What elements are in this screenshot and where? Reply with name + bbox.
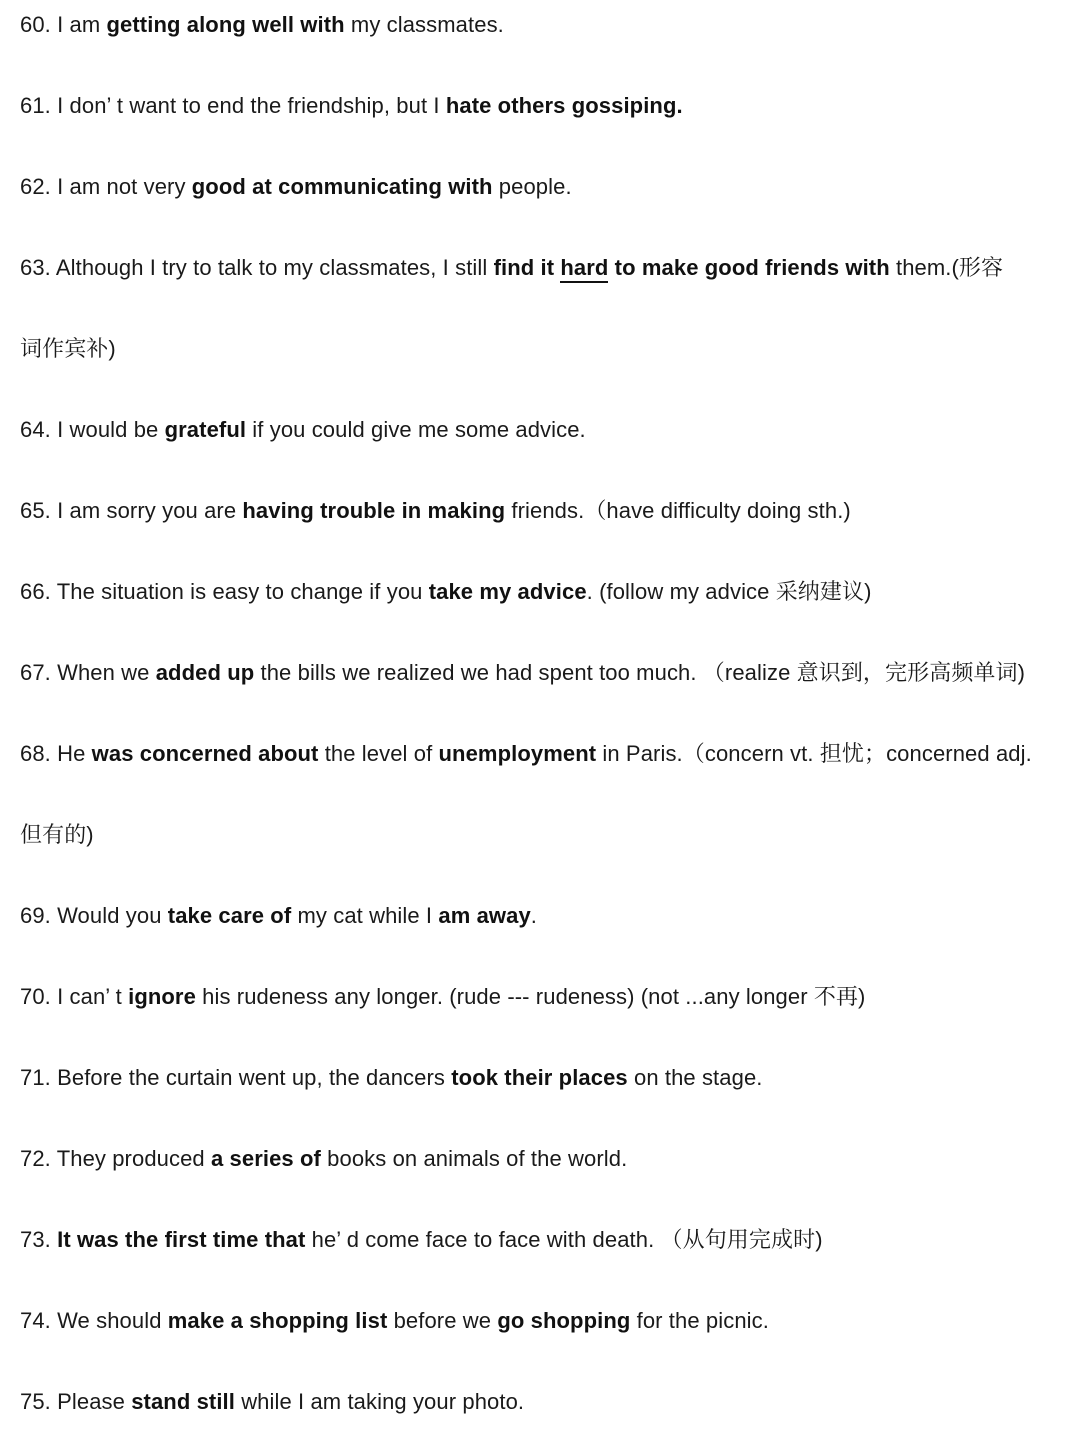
sentence-74 [20, 1306, 1072, 1336]
sentence-70 [20, 982, 1072, 1012]
text-segment: 64. I would be [20, 417, 165, 442]
text-segment: on the stage. [627, 1065, 763, 1090]
sentence-63 [20, 253, 1072, 283]
text-segment: 但有的) [20, 822, 94, 847]
bold-phrase: took their places [451, 1065, 628, 1090]
sentence-67 [20, 658, 1072, 688]
sentence-72 [20, 1144, 1072, 1174]
text-segment: 60. I am [20, 12, 107, 37]
bold-phrase: take my advice [428, 579, 587, 604]
bold-phrase: find it [493, 255, 561, 280]
bold-phrase: having trouble in making [242, 498, 506, 523]
bold-phrase: take care of [167, 903, 292, 928]
bold-phrase: getting along well with [106, 12, 345, 37]
text-segment: 66. The situation is easy to change if you [20, 579, 429, 604]
text-segment: 73. [20, 1227, 58, 1252]
text-segment: the bills we realized we had spent too much. （realize 意识到，完形高频单词) [254, 660, 1026, 685]
bold-phrase: hate others gossiping. [445, 93, 683, 118]
bold-phrase: am away [438, 903, 531, 928]
text-segment: 70. I can’ t [20, 984, 129, 1009]
bold-phrase: unemployment [438, 741, 597, 766]
text-segment: my classmates. [344, 12, 504, 37]
text-segment: people. [492, 174, 572, 199]
sentence-73 [20, 1225, 1072, 1255]
text-segment: his rudeness any longer. (rude --- rudeness) (not ...any longer 不再) [195, 984, 866, 1009]
bold-phrase: make a shopping list [167, 1308, 388, 1333]
text-segment: 69. Would you [20, 903, 168, 928]
bold-phrase: to make good friends with [608, 255, 890, 280]
sentence-60 [20, 10, 1072, 40]
text-segment: 75. Please [20, 1389, 132, 1414]
text-segment: 71. Before the curtain went up, the dancers [20, 1065, 452, 1090]
sentence-75 [20, 1387, 1072, 1417]
sentence-66 [20, 577, 1072, 607]
text-segment: 63. Although I try to talk to my classmates, I still [20, 255, 494, 280]
text-segment: the level of [318, 741, 439, 766]
text-segment: 61. I don’ t want to end the friendship, but I [20, 93, 446, 118]
text-segment: in Paris.（concern vt. 担忧；concerned adj. [596, 741, 1032, 766]
sentence-65 [20, 496, 1072, 526]
sentence-68-continued [20, 820, 1072, 850]
sentence-61 [20, 91, 1072, 121]
text-segment: while I am taking your photo. [234, 1389, 525, 1414]
text-segment: my cat while I [291, 903, 439, 928]
bold-phrase: good at communicating with [191, 174, 493, 199]
text-segment: . (follow my advice 采纳建议) [586, 579, 872, 604]
underlined-word: hard [560, 255, 608, 283]
text-segment: for the picnic. [630, 1308, 769, 1333]
text-segment: books on animals of the world. [320, 1146, 628, 1171]
sentence-62 [20, 172, 1072, 202]
bold-phrase: ignore [128, 984, 196, 1009]
text-segment: 74. We should [20, 1308, 168, 1333]
text-segment: 62. I am not very [20, 174, 192, 199]
bold-phrase [560, 255, 608, 283]
sentence-68 [20, 739, 1072, 769]
bold-phrase: grateful [164, 417, 247, 442]
text-segment: he’ d come face to face with death. （从句用完成时) [305, 1227, 823, 1252]
text-segment: friends.（have difficulty doing sth.) [505, 498, 851, 523]
text-segment: 67. When we [20, 660, 156, 685]
bold-phrase: go shopping [497, 1308, 631, 1333]
text-segment: 65. I am sorry you are [20, 498, 243, 523]
sentence-63-continued [20, 334, 1072, 364]
bold-phrase: It was the first time that [57, 1227, 306, 1252]
text-segment: 词作宾补) [20, 336, 116, 361]
text-segment: 68. He [20, 741, 92, 766]
bold-phrase: a series of [210, 1146, 321, 1171]
bold-phrase: was concerned about [91, 741, 319, 766]
text-segment: before we [387, 1308, 498, 1333]
sentence-71 [20, 1063, 1072, 1093]
bold-phrase: added up [155, 660, 255, 685]
text-segment: 72. They produced [20, 1146, 211, 1171]
text-segment: . [530, 903, 538, 928]
text-segment: if you could give me some advice. [246, 417, 586, 442]
sentence-69 [20, 901, 1072, 931]
sentence-64 [20, 415, 1072, 445]
text-segment: them.(形容 [889, 255, 1004, 280]
bold-phrase: stand still [131, 1389, 235, 1414]
